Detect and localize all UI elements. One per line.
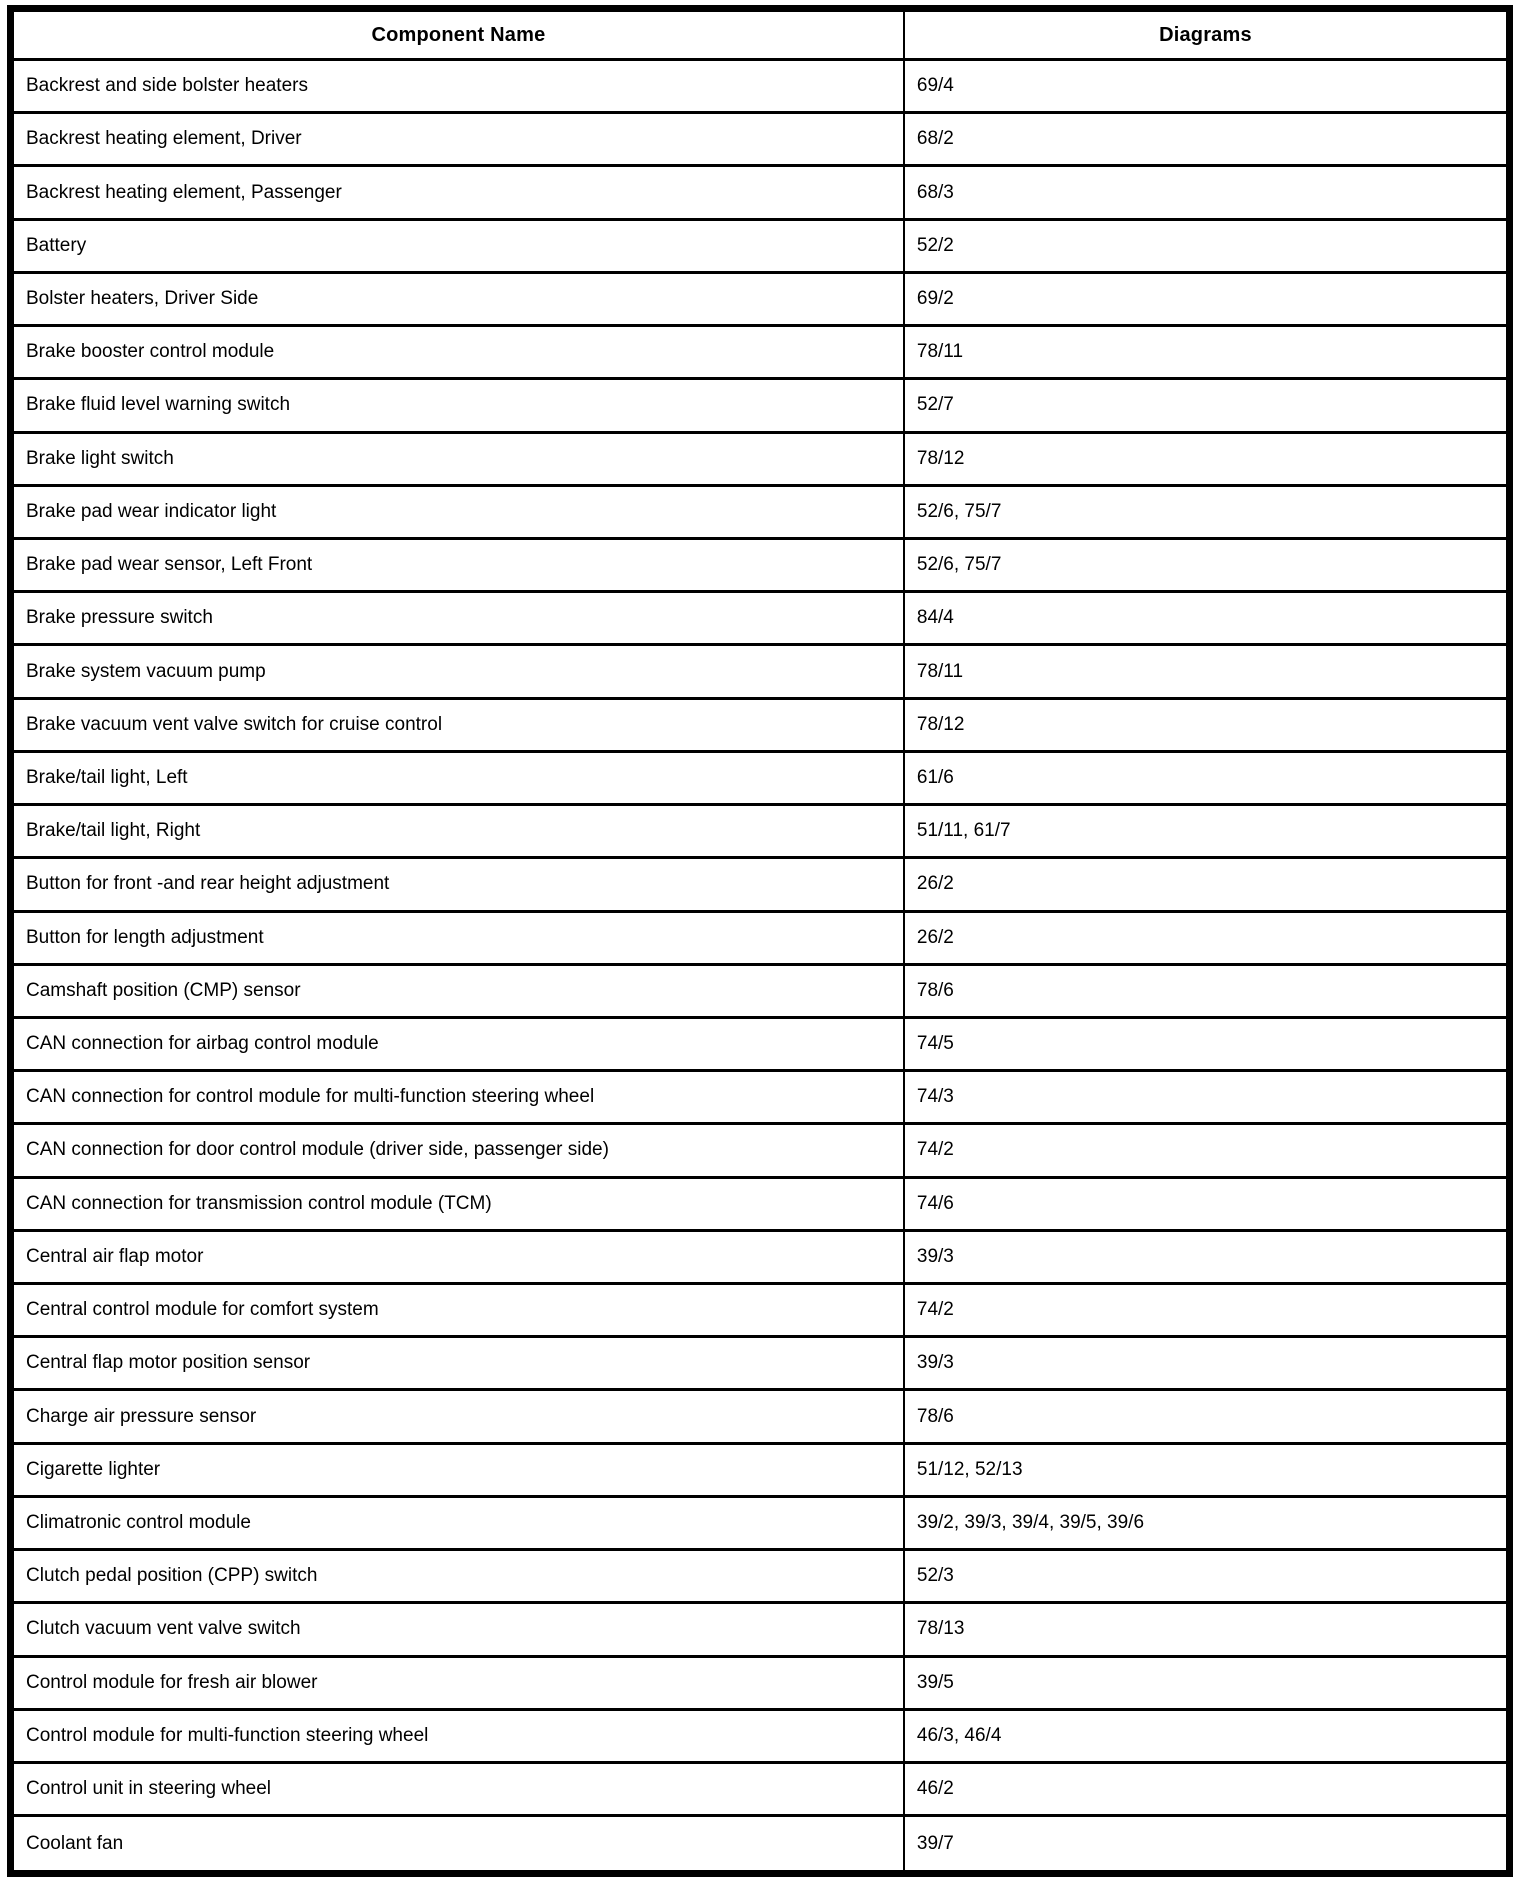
component-name-cell: Control module for fresh air blower xyxy=(11,1656,904,1709)
diagrams-cell: 51/12, 52/13 xyxy=(904,1443,1510,1496)
diagrams-cell: 39/3 xyxy=(904,1230,1510,1283)
table-row xyxy=(11,911,1510,964)
table-row xyxy=(11,1390,1510,1443)
component-name-cell: Brake pad wear indicator light xyxy=(11,485,904,538)
table-row xyxy=(11,1443,1510,1496)
diagrams-cell: 74/6 xyxy=(904,1177,1510,1230)
table-row xyxy=(11,1337,1510,1390)
table-row xyxy=(11,1124,1510,1177)
component-name-cell: Brake booster control module xyxy=(11,326,904,379)
diagrams-cell: 26/2 xyxy=(904,858,1510,911)
component-name-cell: Central air flap motor xyxy=(11,1230,904,1283)
component-name-cell: Brake fluid level warning switch xyxy=(11,379,904,432)
component-name-cell: Brake pressure switch xyxy=(11,592,904,645)
diagrams-cell: 52/3 xyxy=(904,1550,1510,1603)
component-name-cell: CAN connection for door control module (driver side, passenger side) xyxy=(11,1124,904,1177)
table-row xyxy=(11,1017,1510,1070)
column-header-component-name: Component Name xyxy=(11,9,904,60)
diagrams-cell: 74/3 xyxy=(904,1071,1510,1124)
diagrams-cell: 52/7 xyxy=(904,379,1510,432)
table-row xyxy=(11,432,1510,485)
table-row xyxy=(11,1816,1510,1874)
component-name-cell: Brake/tail light, Left xyxy=(11,751,904,804)
diagrams-cell: 26/2 xyxy=(904,911,1510,964)
component-name-cell: Central flap motor position sensor xyxy=(11,1337,904,1390)
component-name-cell: Brake system vacuum pump xyxy=(11,645,904,698)
table-row xyxy=(11,645,1510,698)
component-name-cell: Control unit in steering wheel xyxy=(11,1763,904,1816)
diagrams-cell: 52/6, 75/7 xyxy=(904,485,1510,538)
component-name-cell: Climatronic control module xyxy=(11,1496,904,1549)
component-name-cell: Bolster heaters, Driver Side xyxy=(11,272,904,325)
component-name-cell: Brake vacuum vent valve switch for cruise control xyxy=(11,698,904,751)
diagrams-cell: 52/2 xyxy=(904,219,1510,272)
component-name-cell: Backrest and side bolster heaters xyxy=(11,60,904,113)
component-name-cell: Control module for multi-function steering wheel xyxy=(11,1709,904,1762)
table-row xyxy=(11,219,1510,272)
diagrams-cell: 74/2 xyxy=(904,1124,1510,1177)
component-name-cell: Button for length adjustment xyxy=(11,911,904,964)
table-row xyxy=(11,1763,1510,1816)
diagrams-cell: 84/4 xyxy=(904,592,1510,645)
diagrams-cell: 68/3 xyxy=(904,166,1510,219)
diagrams-cell: 78/11 xyxy=(904,326,1510,379)
component-name-cell: CAN connection for transmission control module (TCM) xyxy=(11,1177,904,1230)
table-row xyxy=(11,1071,1510,1124)
component-name-cell: Brake/tail light, Right xyxy=(11,805,904,858)
diagrams-cell: 78/12 xyxy=(904,432,1510,485)
component-diagram-table xyxy=(7,5,1513,1877)
component-name-cell: CAN connection for airbag control module xyxy=(11,1017,904,1070)
table-row xyxy=(11,1709,1510,1762)
diagrams-cell: 39/5 xyxy=(904,1656,1510,1709)
table-row xyxy=(11,592,1510,645)
diagrams-cell: 69/2 xyxy=(904,272,1510,325)
component-name-cell: Clutch pedal position (CPP) switch xyxy=(11,1550,904,1603)
diagrams-cell: 46/3, 46/4 xyxy=(904,1709,1510,1762)
diagrams-cell: 51/11, 61/7 xyxy=(904,805,1510,858)
diagrams-cell: 68/2 xyxy=(904,113,1510,166)
diagrams-cell: 78/12 xyxy=(904,698,1510,751)
diagrams-cell: 78/13 xyxy=(904,1603,1510,1656)
table-row xyxy=(11,698,1510,751)
table-body xyxy=(11,60,1510,1874)
component-name-cell: Brake light switch xyxy=(11,432,904,485)
table-row xyxy=(11,326,1510,379)
component-name-cell: Central control module for comfort system xyxy=(11,1284,904,1337)
table-row xyxy=(11,1177,1510,1230)
diagrams-cell: 61/6 xyxy=(904,751,1510,804)
diagrams-cell: 78/6 xyxy=(904,1390,1510,1443)
component-name-cell: Coolant fan xyxy=(11,1816,904,1874)
table-row xyxy=(11,1496,1510,1549)
table-row xyxy=(11,113,1510,166)
table-row xyxy=(11,538,1510,591)
diagrams-cell: 74/2 xyxy=(904,1284,1510,1337)
table-row xyxy=(11,166,1510,219)
diagrams-cell: 46/2 xyxy=(904,1763,1510,1816)
component-name-cell: Camshaft position (CMP) sensor xyxy=(11,964,904,1017)
table-row xyxy=(11,1284,1510,1337)
table-row xyxy=(11,1656,1510,1709)
table-row xyxy=(11,379,1510,432)
table-row xyxy=(11,1603,1510,1656)
diagrams-cell: 69/4 xyxy=(904,60,1510,113)
diagrams-cell: 39/7 xyxy=(904,1816,1510,1874)
diagrams-cell: 78/6 xyxy=(904,964,1510,1017)
table-row xyxy=(11,485,1510,538)
diagrams-cell: 39/3 xyxy=(904,1337,1510,1390)
component-name-cell: Charge air pressure sensor xyxy=(11,1390,904,1443)
component-name-cell: Clutch vacuum vent valve switch xyxy=(11,1603,904,1656)
component-name-cell: Button for front -and rear height adjustment xyxy=(11,858,904,911)
table-row xyxy=(11,751,1510,804)
table-row xyxy=(11,1230,1510,1283)
component-name-cell: Backrest heating element, Passenger xyxy=(11,166,904,219)
table-row xyxy=(11,1550,1510,1603)
table-row xyxy=(11,60,1510,113)
diagrams-cell: 39/2, 39/3, 39/4, 39/5, 39/6 xyxy=(904,1496,1510,1549)
component-name-cell: Backrest heating element, Driver xyxy=(11,113,904,166)
header-row xyxy=(11,9,1510,60)
table-row xyxy=(11,858,1510,911)
diagrams-cell: 52/6, 75/7 xyxy=(904,538,1510,591)
table-row xyxy=(11,805,1510,858)
diagrams-cell: 78/11 xyxy=(904,645,1510,698)
component-name-cell: CAN connection for control module for multi-function steering wheel xyxy=(11,1071,904,1124)
table-row xyxy=(11,964,1510,1017)
component-name-cell: Battery xyxy=(11,219,904,272)
table-row xyxy=(11,272,1510,325)
column-header-diagrams: Diagrams xyxy=(904,9,1510,60)
diagrams-cell: 74/5 xyxy=(904,1017,1510,1070)
component-name-cell: Brake pad wear sensor, Left Front xyxy=(11,538,904,591)
component-name-cell: Cigarette lighter xyxy=(11,1443,904,1496)
